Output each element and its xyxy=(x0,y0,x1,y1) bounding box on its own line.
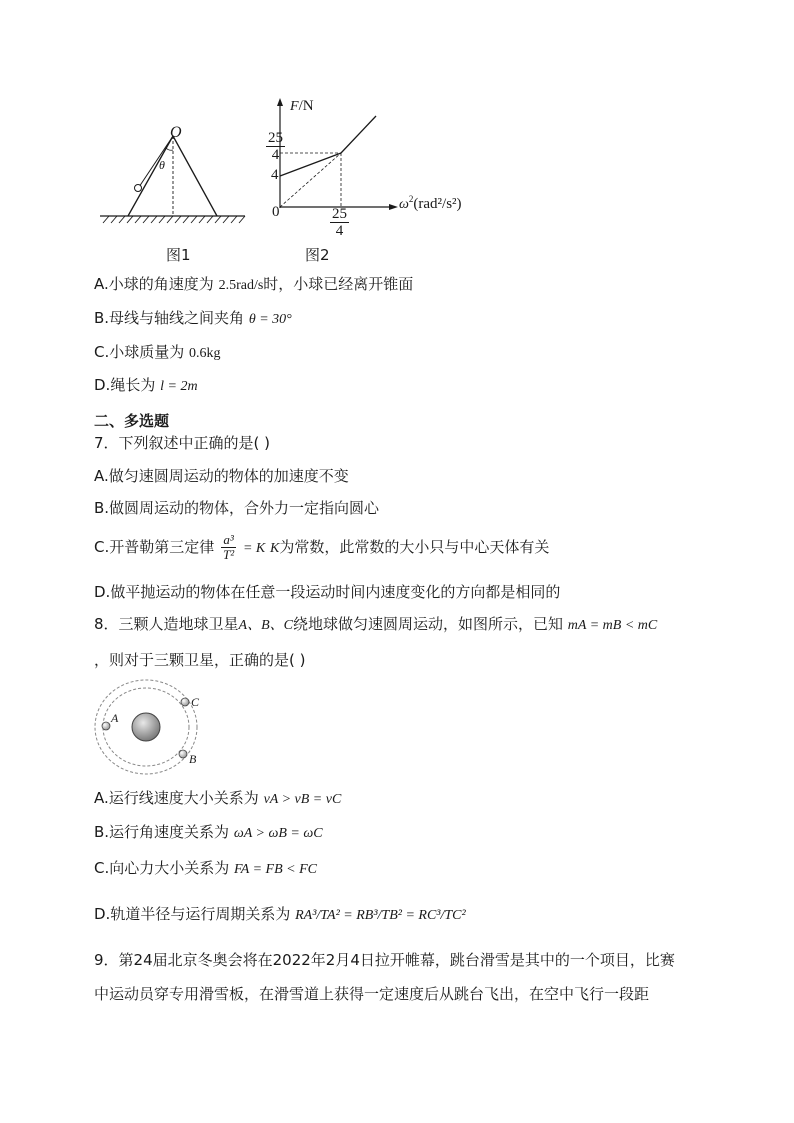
q7-stem: 7．下列叙述中正确的是( ) xyxy=(94,434,271,452)
y-axis-label: F/N xyxy=(290,98,314,114)
satellite-a xyxy=(102,722,110,730)
q9-line-2: 中运动员穿专用滑雪板，在滑雪道上获得一定速度后从跳台飞出，在空中飞行一段距 xyxy=(94,985,650,1003)
q6-option-d[interactable]: D.绳长为 l = 2m xyxy=(94,376,198,394)
satellite-c-label: C xyxy=(191,695,200,709)
origin-label: 0 xyxy=(272,204,280,220)
q7-option-b[interactable]: B.做圆周运动的物体，合外力一定指向圆心 xyxy=(94,499,380,517)
x-tick-25-4: $\frac{25}{4}$ xyxy=(332,206,347,239)
figure-2-caption: 图2 xyxy=(305,246,330,264)
q8-option-c[interactable]: C.向心力大小关系为 FA = FB < FC xyxy=(94,859,317,877)
y-tick-25-4: $\frac{25}{4}$ xyxy=(268,130,283,163)
x-axis-label: $\omega^2(rad^2/s^2)$ xyxy=(399,194,462,212)
section-heading: 二、多选题 xyxy=(94,412,170,430)
q6-option-a[interactable]: A.小球的角速度为 2.5rad/s时，小球已经离开锥面 xyxy=(94,275,414,293)
q8-stem: 8．三颗人造地球卫星A、B、C绕地球做匀速圆周运动，如图所示，已知 mA = mB < mC xyxy=(94,615,658,633)
q8-option-b[interactable]: B.运行角速度关系为 ωA > ωB = ωC xyxy=(94,823,323,841)
q8-stem-line2: ，则对于三颗卫星，正确的是( ) xyxy=(94,651,306,669)
satellite-c xyxy=(181,698,189,706)
theta-label: θ xyxy=(159,158,165,172)
kepler-fraction: $\frac{\text{a³}}{\text{T²}}$ xyxy=(223,532,235,562)
satellite-b xyxy=(179,750,187,758)
q7-option-d[interactable]: D.做平抛运动的物体在任意一段运动时间内速度变化的方向都是相同的 xyxy=(94,583,561,601)
q6-option-b[interactable]: B.母线与轴线之间夹角 θ = 30° xyxy=(94,309,292,327)
q9-line-1: 9．第24届北京冬奥会将在2022年2月4日拉开帷幕，跳台滑雪是其中的一个项目，比赛 xyxy=(94,951,675,969)
q7-option-a[interactable]: A.做匀速圆周运动的物体的加速度不变 xyxy=(94,467,349,485)
point-o-label: O xyxy=(170,124,182,141)
q7-option-c[interactable]: C.开普勒第三定律 $\frac{\text{a³}}{\text{T²}}$ = K K为常数，此常数的大小只与中心天体有关 xyxy=(94,532,550,562)
satellite-orbit-diagram xyxy=(94,678,204,778)
figure-1-caption: 图1 xyxy=(166,246,191,264)
satellite-b-label: B xyxy=(189,752,197,766)
satellite-a-label: A xyxy=(111,711,119,725)
y-tick-4: 4 xyxy=(271,167,279,183)
q6-option-c[interactable]: C.小球质量为 0.6kg xyxy=(94,343,221,361)
q8-option-d[interactable]: D.轨道半径与运行周期关系为 RA³/TA² = RB³/TB² = RC³/TC² xyxy=(94,905,466,923)
q8-option-a[interactable]: A.运行线速度大小关系为 vA > vB = vC xyxy=(94,789,342,807)
